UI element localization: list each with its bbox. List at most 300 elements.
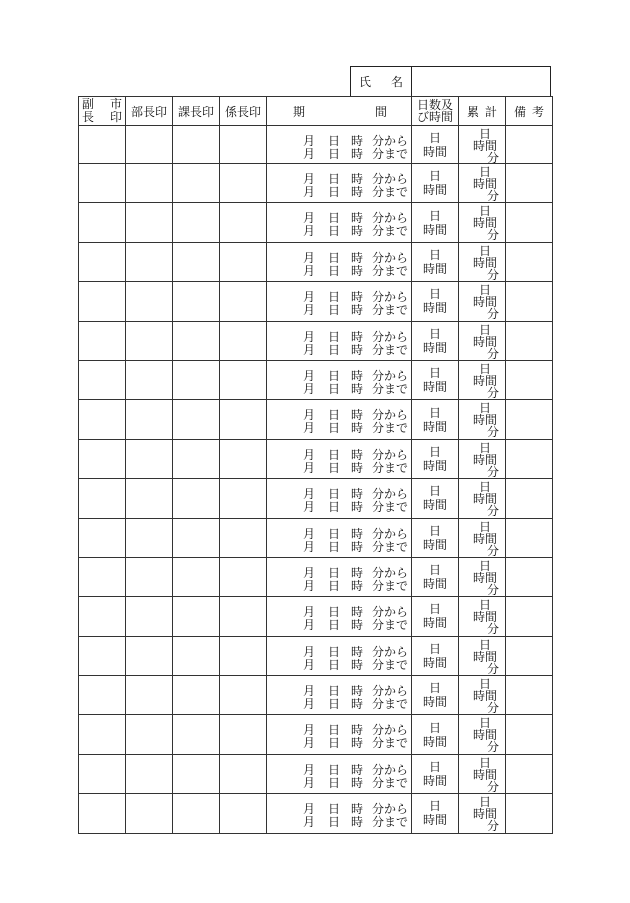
period-cell[interactable]: [267, 794, 412, 833]
section-head-seal-cell[interactable]: [173, 400, 220, 439]
cumulative-unit: 分: [486, 425, 499, 440]
days-hours-cell[interactable]: [412, 518, 459, 557]
period-unit: 日: [328, 565, 341, 580]
period-unit: 時: [351, 539, 364, 554]
period-to: [267, 301, 411, 318]
section-head-seal-cell[interactable]: [173, 794, 220, 833]
period-unit: 分まで: [372, 460, 409, 475]
dept-head-seal-cell[interactable]: [126, 557, 173, 596]
period-to: [267, 262, 411, 278]
dept-head-seal-cell[interactable]: [126, 242, 173, 281]
cumulative-cell[interactable]: [459, 754, 506, 793]
period-cell[interactable]: [267, 164, 412, 203]
days-hours-unit: 日: [428, 563, 441, 578]
period-unit: 日: [328, 329, 341, 344]
name-field[interactable]: [412, 67, 550, 96]
period-cell[interactable]: [267, 282, 412, 321]
table-row: [79, 439, 553, 478]
header-char: 考: [531, 104, 544, 119]
period-unit: 日: [328, 526, 341, 541]
cumulative-cell[interactable]: [459, 557, 506, 596]
period-unit: 分まで: [372, 224, 409, 239]
period-from: [267, 525, 411, 541]
cumulative-cell[interactable]: [459, 518, 506, 557]
period-to: [267, 695, 411, 712]
period-to: [267, 616, 411, 633]
chief-seal-cell[interactable]: [220, 557, 267, 596]
cumulative-unit: 分: [486, 307, 499, 322]
period-unit: 日: [328, 644, 341, 659]
period-unit: 分から: [372, 368, 409, 383]
days-hours-cell[interactable]: [412, 164, 459, 203]
table-row: [79, 203, 553, 242]
remarks-cell[interactable]: [506, 518, 553, 557]
cumulative-cell[interactable]: [459, 203, 506, 242]
chief-seal-cell[interactable]: [220, 715, 267, 754]
days-hours-unit: 日: [428, 208, 441, 223]
section-head-seal-cell[interactable]: [173, 321, 220, 360]
section-head-seal-cell[interactable]: [173, 282, 220, 321]
header-char: 累: [467, 104, 480, 119]
section-head-seal-cell[interactable]: [173, 715, 220, 754]
section-head-seal-cell[interactable]: [173, 557, 220, 596]
chief-seal-cell[interactable]: [220, 518, 267, 557]
remarks-cell[interactable]: [506, 636, 553, 675]
cumulative-cell[interactable]: [459, 715, 506, 754]
chief-seal-cell[interactable]: [220, 321, 267, 360]
vice-mayor-seal-cell[interactable]: [79, 636, 126, 675]
days-hours-cell[interactable]: [412, 282, 459, 321]
vice-mayor-seal-cell[interactable]: [79, 754, 126, 793]
remarks-cell[interactable]: [506, 794, 553, 833]
days-hours-cell[interactable]: [412, 321, 459, 360]
chief-seal-cell[interactable]: [220, 597, 267, 636]
period-unit: 時: [351, 697, 364, 712]
dept-head-seal-cell[interactable]: [126, 676, 173, 715]
cumulative-unit: 時間: [472, 649, 497, 664]
dept-head-seal-cell[interactable]: [126, 479, 173, 518]
dept-head-seal-cell[interactable]: [126, 321, 173, 360]
vice-mayor-seal-cell[interactable]: [79, 242, 126, 281]
remarks-cell[interactable]: [506, 126, 553, 164]
table-row: [79, 164, 553, 203]
section-head-seal-cell[interactable]: [173, 203, 220, 242]
period-unit: 時: [351, 224, 364, 239]
period-cell[interactable]: [267, 676, 412, 715]
vice-mayor-seal-cell[interactable]: [79, 439, 126, 478]
period-unit: 月: [303, 303, 316, 318]
vice-mayor-seal-cell[interactable]: [79, 676, 126, 715]
period-unit: 日: [328, 578, 341, 593]
table-row: [79, 126, 553, 164]
dept-head-seal-cell[interactable]: [126, 126, 173, 164]
period-unit: 分まで: [372, 263, 409, 278]
period-unit: 月: [303, 368, 316, 383]
period-cell[interactable]: [267, 400, 412, 439]
chief-seal-cell[interactable]: [220, 676, 267, 715]
cumulative-unit: 分: [486, 151, 499, 165]
section-head-seal-cell[interactable]: [173, 636, 220, 675]
cumulative-unit: 日: [478, 637, 491, 652]
cumulative-unit: 日: [478, 361, 491, 376]
period-unit: 日: [328, 815, 341, 830]
header-char: 計: [484, 104, 497, 119]
days-hours-cell[interactable]: [412, 400, 459, 439]
days-hours-unit: 日: [428, 484, 441, 499]
cumulative-unit: 分: [486, 189, 499, 203]
period-to: [267, 538, 411, 554]
cumulative-unit: 時間: [472, 139, 497, 153]
table-row: [79, 321, 553, 360]
days-hours-cell[interactable]: [412, 715, 459, 754]
period-cell[interactable]: [267, 557, 412, 596]
days-hours-unit: 時間: [422, 616, 447, 631]
dept-head-seal-cell[interactable]: [126, 164, 173, 203]
days-hours-unit: 日: [428, 681, 441, 696]
vice-mayor-seal-cell[interactable]: [79, 557, 126, 596]
chief-seal-cell[interactable]: [220, 282, 267, 321]
cumulative-unit: 分: [486, 504, 499, 519]
vice-mayor-seal-cell[interactable]: [79, 282, 126, 321]
dept-head-seal-cell[interactable]: [126, 794, 173, 833]
cumulative-cell[interactable]: [459, 597, 506, 636]
days-hours-cell[interactable]: [412, 794, 459, 833]
days-hours-unit: 時間: [422, 183, 447, 198]
cumulative-unit: 時間: [472, 531, 497, 546]
days-hours-cell[interactable]: [412, 636, 459, 675]
days-hours-cell[interactable]: [412, 557, 459, 596]
period-cell[interactable]: [267, 242, 412, 281]
remarks-cell[interactable]: [506, 479, 553, 518]
days-hours-cell[interactable]: [412, 676, 459, 715]
cumulative-cell[interactable]: [459, 676, 506, 715]
section-head-seal-cell[interactable]: [173, 360, 220, 399]
days-hours-unit: 時間: [422, 419, 447, 434]
dept-head-seal-cell[interactable]: [126, 439, 173, 478]
cumulative-cell[interactable]: [459, 794, 506, 833]
cumulative-unit: 日: [478, 558, 491, 573]
cumulative-unit: 分: [486, 819, 499, 834]
cumulative-cell[interactable]: [459, 636, 506, 675]
cumulative-cell[interactable]: [459, 439, 506, 478]
period-unit: 日: [328, 618, 341, 633]
table-row: [79, 400, 553, 439]
period-unit: 日: [328, 134, 341, 148]
chief-seal-cell[interactable]: [220, 439, 267, 478]
cumulative-unit: 時間: [472, 728, 497, 743]
period-unit: 月: [303, 723, 316, 738]
remarks-cell[interactable]: [506, 321, 553, 360]
cumulative-unit: 日: [478, 243, 491, 258]
period-unit: 分まで: [372, 381, 409, 396]
period-unit: 分から: [372, 762, 409, 777]
section-head-seal-cell[interactable]: [173, 754, 220, 793]
chief-seal-cell[interactable]: [220, 794, 267, 833]
table-row: [79, 479, 553, 518]
section-head-seal-cell[interactable]: [173, 126, 220, 164]
section-head-seal-cell[interactable]: [173, 479, 220, 518]
cumulative-unit: 日: [478, 519, 491, 534]
remarks-cell[interactable]: [506, 242, 553, 281]
days-hours-unit: 日: [428, 602, 441, 617]
remarks-cell[interactable]: [506, 400, 553, 439]
period-to: [267, 419, 411, 436]
section-head-seal-cell[interactable]: [173, 597, 220, 636]
period-unit: 時: [351, 565, 364, 580]
days-hours-cell[interactable]: [412, 242, 459, 281]
vice-mayor-seal-cell[interactable]: [79, 126, 126, 164]
section-head-seal-cell[interactable]: [173, 518, 220, 557]
cumulative-unit: 日: [478, 716, 491, 731]
period-unit: 日: [328, 487, 341, 502]
period-unit: 日: [328, 723, 341, 738]
cumulative-unit: 日: [478, 598, 491, 613]
period-unit: 分まで: [372, 697, 409, 712]
cumulative-unit: 日: [478, 127, 491, 141]
remarks-cell[interactable]: [506, 439, 553, 478]
period-unit: 日: [328, 303, 341, 318]
period-cell[interactable]: [267, 479, 412, 518]
period-unit: 月: [303, 762, 316, 777]
period-from: [267, 761, 411, 777]
vice-mayor-seal-cell[interactable]: [79, 164, 126, 203]
days-hours-unit: 時間: [422, 340, 447, 355]
period-unit: 時: [351, 605, 364, 620]
chief-seal-cell[interactable]: [220, 164, 267, 203]
cumulative-cell[interactable]: [459, 400, 506, 439]
days-hours-unit: 日: [428, 287, 441, 302]
header-char: 印: [109, 110, 122, 124]
chief-seal-cell[interactable]: [220, 479, 267, 518]
period-from: [267, 328, 411, 344]
period-unit: 分から: [372, 723, 409, 738]
cumulative-cell[interactable]: [459, 282, 506, 321]
days-hours-unit: 時間: [422, 458, 447, 473]
period-unit: 分まで: [372, 815, 409, 830]
period-cell[interactable]: [267, 597, 412, 636]
days-hours-unit: 時間: [422, 695, 447, 710]
dept-head-seal-cell[interactable]: [126, 518, 173, 557]
cumulative-cell[interactable]: [459, 164, 506, 203]
period-to: [267, 774, 411, 790]
period-unit: 日: [328, 368, 341, 383]
remarks-cell[interactable]: [506, 557, 553, 596]
remarks-cell[interactable]: [506, 597, 553, 636]
vice-mayor-seal-cell[interactable]: [79, 360, 126, 399]
header-char: 市: [109, 97, 122, 111]
period-unit: 分まで: [372, 618, 409, 633]
period-cell[interactable]: [267, 715, 412, 754]
cumulative-unit: 時間: [472, 610, 497, 625]
name-label-char: 氏: [359, 75, 372, 89]
cumulative-unit: 日: [478, 322, 491, 337]
period-unit: 分から: [372, 684, 409, 699]
cumulative-unit: 日: [478, 795, 491, 810]
chief-seal-cell[interactable]: [220, 400, 267, 439]
chief-seal-cell[interactable]: [220, 360, 267, 399]
remarks-cell[interactable]: [506, 360, 553, 399]
period-cell[interactable]: [267, 126, 412, 164]
remarks-cell[interactable]: [506, 715, 553, 754]
dept-head-seal-cell[interactable]: [126, 360, 173, 399]
period-unit: 分から: [372, 250, 409, 265]
period-unit: 月: [303, 211, 316, 226]
dept-head-seal-cell[interactable]: [126, 636, 173, 675]
cumulative-cell[interactable]: [459, 242, 506, 281]
period-cell[interactable]: [267, 203, 412, 242]
period-from: [267, 800, 411, 817]
period-unit: 時: [351, 185, 364, 199]
period-unit: 月: [303, 224, 316, 239]
section-head-seal-cell[interactable]: [173, 439, 220, 478]
table-row: [79, 518, 553, 557]
name-box: [350, 66, 551, 96]
period-unit: 月: [303, 565, 316, 580]
chief-seal-cell[interactable]: [220, 754, 267, 793]
days-hours-cell[interactable]: [412, 479, 459, 518]
table-row: [79, 715, 553, 754]
days-hours-cell[interactable]: [412, 439, 459, 478]
remarks-cell[interactable]: [506, 676, 553, 715]
period-unit: 日: [328, 605, 341, 620]
chief-seal-cell[interactable]: [220, 242, 267, 281]
chief-seal-cell[interactable]: [220, 126, 267, 164]
period-unit: 月: [303, 147, 316, 161]
period-unit: 時: [351, 172, 364, 186]
dept-head-seal-cell[interactable]: [126, 597, 173, 636]
period-from: [267, 603, 411, 620]
chief-seal-cell[interactable]: [220, 203, 267, 242]
header-row: [79, 97, 553, 126]
col-section-head-seal: 課長印: [173, 97, 220, 126]
cumulative-unit: 分: [486, 346, 499, 361]
remarks-cell[interactable]: [506, 164, 553, 203]
period-unit: 分から: [372, 290, 409, 305]
days-hours-cell[interactable]: [412, 126, 459, 164]
period-cell[interactable]: [267, 360, 412, 399]
period-from: [267, 132, 411, 148]
section-head-seal-cell[interactable]: [173, 242, 220, 281]
period-unit: 時: [351, 447, 364, 462]
cumulative-unit: 時間: [472, 452, 497, 467]
vice-mayor-seal-cell[interactable]: [79, 794, 126, 833]
section-head-seal-cell[interactable]: [173, 164, 220, 203]
cumulative-unit: 分: [486, 701, 499, 716]
period-unit: 日: [328, 447, 341, 462]
table-row: [79, 676, 553, 715]
days-hours-cell[interactable]: [412, 597, 459, 636]
period-to: [267, 734, 411, 751]
period-unit: 分まで: [372, 421, 409, 436]
vice-mayor-seal-cell[interactable]: [79, 479, 126, 518]
dept-head-seal-cell[interactable]: [126, 282, 173, 321]
days-hours-cell[interactable]: [412, 754, 459, 793]
dept-head-seal-cell[interactable]: [126, 715, 173, 754]
header-char: 間: [374, 104, 387, 119]
period-cell[interactable]: [267, 321, 412, 360]
cumulative-unit: 分: [486, 582, 499, 597]
col-cumulative: [459, 97, 506, 126]
cumulative-unit: 日: [478, 283, 491, 298]
period-unit: 月: [303, 526, 316, 541]
cumulative-unit: 分: [486, 622, 499, 637]
cumulative-unit: 時間: [472, 492, 497, 507]
period-to: [267, 341, 411, 357]
period-unit: 時: [351, 460, 364, 475]
vice-mayor-seal-cell[interactable]: [79, 518, 126, 557]
vice-mayor-seal-cell[interactable]: [79, 597, 126, 636]
cumulative-cell[interactable]: [459, 321, 506, 360]
period-to: [267, 183, 411, 199]
period-unit: 日: [328, 762, 341, 777]
cumulative-cell[interactable]: [459, 360, 506, 399]
period-unit: 時: [351, 684, 364, 699]
period-unit: 分から: [372, 447, 409, 462]
period-unit: 日: [328, 381, 341, 396]
period-from: [267, 288, 411, 305]
table-row: [79, 754, 553, 793]
vice-mayor-seal-cell[interactable]: [79, 715, 126, 754]
period-unit: 時: [351, 736, 364, 751]
header-char: 長: [82, 110, 95, 124]
period-to: [267, 813, 411, 830]
days-hours-unit: 時間: [422, 380, 447, 395]
chief-seal-cell[interactable]: [220, 636, 267, 675]
remarks-cell[interactable]: [506, 203, 553, 242]
cumulative-cell[interactable]: [459, 126, 506, 164]
dept-head-seal-cell[interactable]: [126, 754, 173, 793]
table-row: [79, 282, 553, 321]
dept-head-seal-cell[interactable]: [126, 400, 173, 439]
period-unit: 日: [328, 460, 341, 475]
remarks-cell[interactable]: [506, 282, 553, 321]
period-unit: 分から: [372, 487, 409, 502]
vice-mayor-seal-cell[interactable]: [79, 400, 126, 439]
remarks-cell[interactable]: [506, 754, 553, 793]
dept-head-seal-cell[interactable]: [126, 203, 173, 242]
period-unit: 分から: [372, 211, 409, 226]
days-hours-unit: 日: [428, 641, 441, 656]
period-unit: 月: [303, 290, 316, 305]
period-cell[interactable]: [267, 754, 412, 793]
vice-mayor-seal-cell[interactable]: [79, 321, 126, 360]
vice-mayor-seal-cell[interactable]: [79, 203, 126, 242]
period-unit: 日: [328, 263, 341, 278]
days-hours-unit: 日: [428, 366, 441, 381]
section-head-seal-cell[interactable]: [173, 676, 220, 715]
period-cell[interactable]: [267, 518, 412, 557]
period-unit: 時: [351, 250, 364, 265]
period-cell[interactable]: [267, 439, 412, 478]
cumulative-unit: 日: [478, 440, 491, 455]
cumulative-cell[interactable]: [459, 479, 506, 518]
name-label: [351, 67, 412, 96]
period-unit: 月: [303, 578, 316, 593]
period-unit: 時: [351, 500, 364, 515]
period-unit: 日: [328, 421, 341, 436]
period-to: [267, 459, 411, 475]
period-unit: 時: [351, 342, 364, 357]
period-unit: 時: [351, 134, 364, 148]
period-unit: 月: [303, 736, 316, 751]
period-unit: 月: [303, 618, 316, 633]
days-hours-cell[interactable]: [412, 360, 459, 399]
period-cell[interactable]: [267, 636, 412, 675]
days-hours-cell[interactable]: [412, 203, 459, 242]
period-from: [267, 485, 411, 502]
period-unit: 分から: [372, 134, 409, 148]
period-unit: 時: [351, 421, 364, 436]
